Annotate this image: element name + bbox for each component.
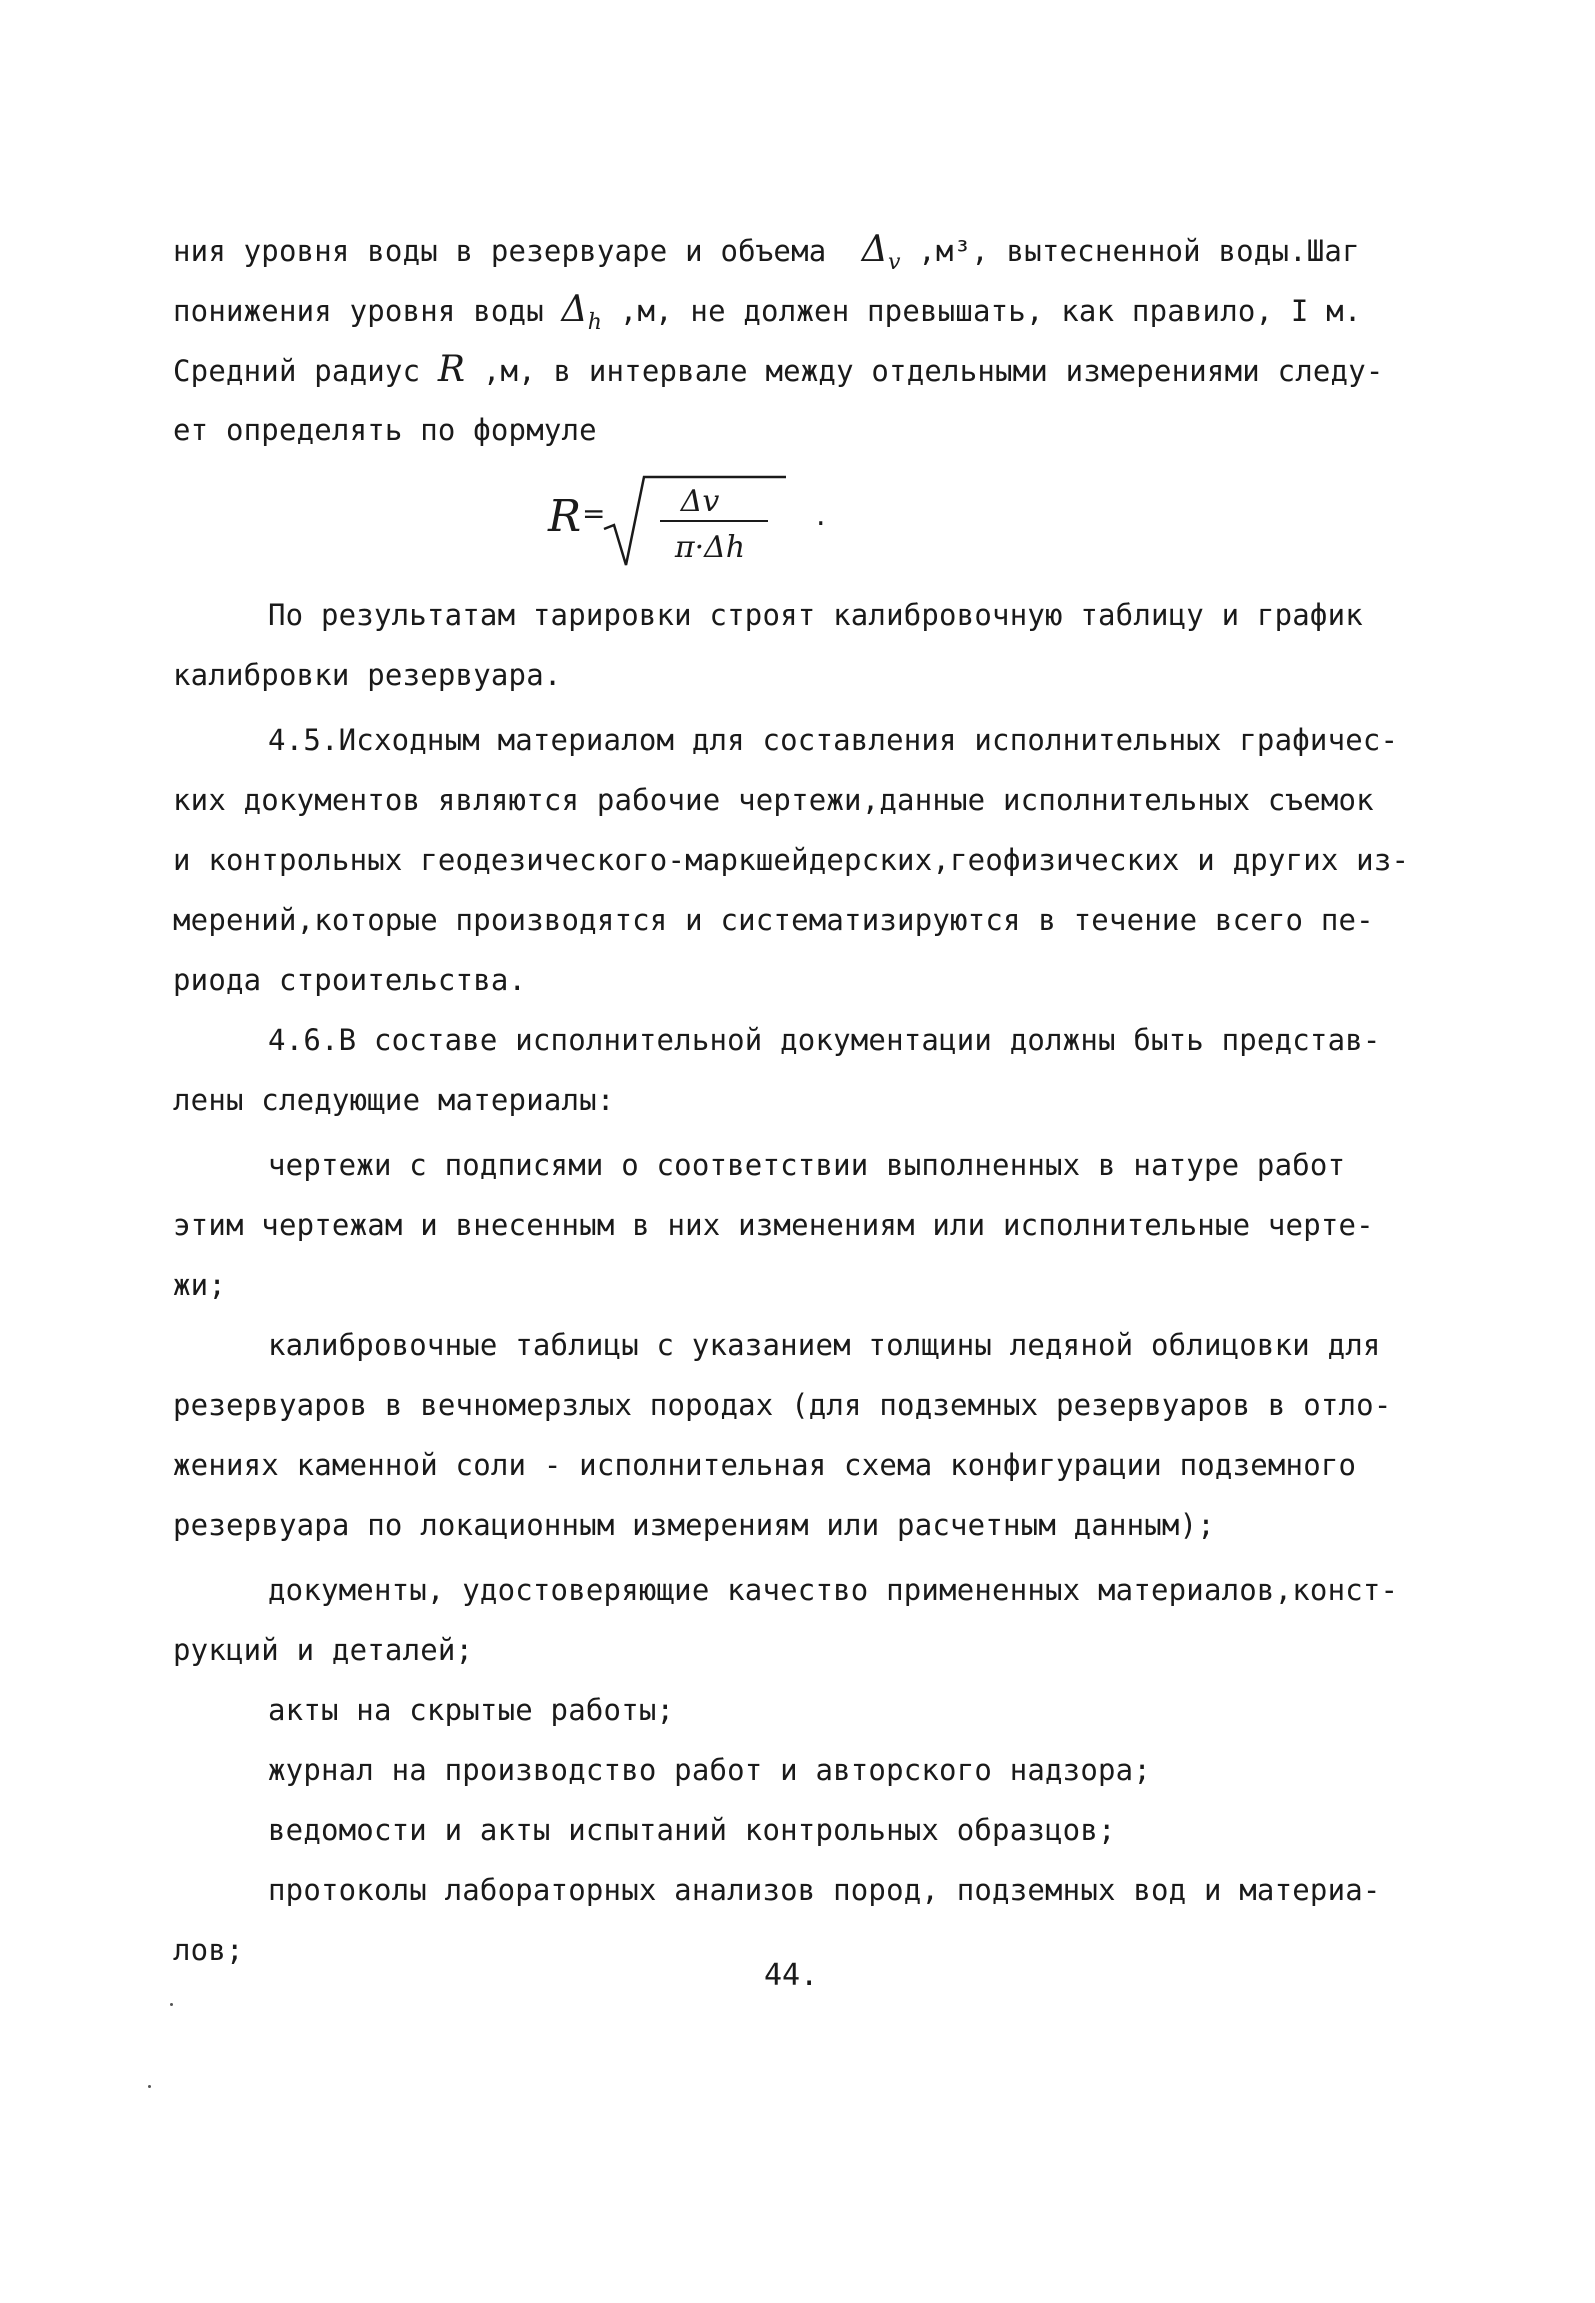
- formula-numerator: Δv: [680, 484, 720, 519]
- text-line: журнал на производство работ и авторского надзора;: [268, 1753, 1151, 1787]
- text-line: 4.5.Исходным материалом для составления исполнительных графичес-: [268, 723, 1399, 757]
- text-line: протоколы лабораторных анализов пород, подземных вод и материа-: [268, 1873, 1381, 1907]
- text-line: понижения уровня воды $\Delta_h$ ,м, не должен превышать, как правило, I м.: [173, 289, 1362, 336]
- text-line: 4.6.В составе исполнительной документации должны быть представ-: [268, 1023, 1381, 1057]
- text-line: Средний радиус R ,м, в интервале между отдельными измерениями следу-: [173, 349, 1384, 390]
- text-line: чертежи с подписями о соответствии выполненных в натуре работ: [268, 1148, 1346, 1182]
- scan-speck: [170, 2003, 173, 2006]
- text-line: акты на скрытые работы;: [268, 1693, 675, 1727]
- page-number: 44.: [764, 1958, 819, 1993]
- text-line: рукций и деталей;: [173, 1633, 474, 1667]
- formula-graphic: [548, 465, 848, 585]
- radius-symbol: R: [437, 349, 466, 390]
- text-line: риода строительства.: [173, 963, 527, 997]
- text-line: калибровочные таблицы с указанием толщины ледяной облицовки для: [268, 1328, 1381, 1362]
- text-line: ких документов являются рабочие чертежи,данные исполнительных съемок: [173, 783, 1374, 817]
- formula-trailing-dot: .: [816, 498, 826, 533]
- text-line: этим чертежам и внесенным в них изменениям или исполнительные черте-: [173, 1208, 1374, 1242]
- delta-v-symbol: $\Delta_v$: [861, 229, 901, 276]
- text-line: жи;: [173, 1268, 226, 1302]
- text-line: ет определять по формуле: [173, 413, 597, 447]
- text-line: ния уровня воды в резервуаре и объема $\Delta_v$ ,м³, вытесненной воды.Шаг: [173, 229, 1360, 276]
- text-line: и контрольных геодезического-маркшейдерских,геофизических и других из-: [173, 843, 1410, 877]
- formula-equals: =: [582, 497, 606, 530]
- formula-lhs: R: [548, 491, 582, 542]
- text-line: резервуара по локационным измерениям или расчетным данным);: [173, 1508, 1215, 1542]
- text-line: документы, удостоверяющие качество примененных материалов,конст-: [268, 1573, 1399, 1607]
- text-line: По результатам тарировки строят калибровочную таблицу и график: [268, 598, 1363, 632]
- text-line: жениях каменной соли - исполнительная схема конфигурации подземного: [173, 1448, 1357, 1482]
- text-line: ведомости и акты испытаний контрольных образцов;: [268, 1813, 1116, 1847]
- delta-h-symbol: $\Delta_h$: [561, 289, 603, 336]
- text-line: лены следующие материалы:: [173, 1083, 615, 1117]
- scan-speck: [148, 2085, 151, 2088]
- text-line: лов;: [173, 1933, 244, 1967]
- text-line: калибровки резервуара.: [173, 658, 562, 692]
- text-line: мерений,которые производятся и систематизируются в течение всего пе-: [173, 903, 1374, 937]
- text-line: резервуаров в вечномерзлых породах (для подземных резервуаров в отло-: [173, 1388, 1392, 1422]
- radius-formula: [548, 465, 848, 585]
- formula-denominator: π·Δh: [674, 530, 746, 565]
